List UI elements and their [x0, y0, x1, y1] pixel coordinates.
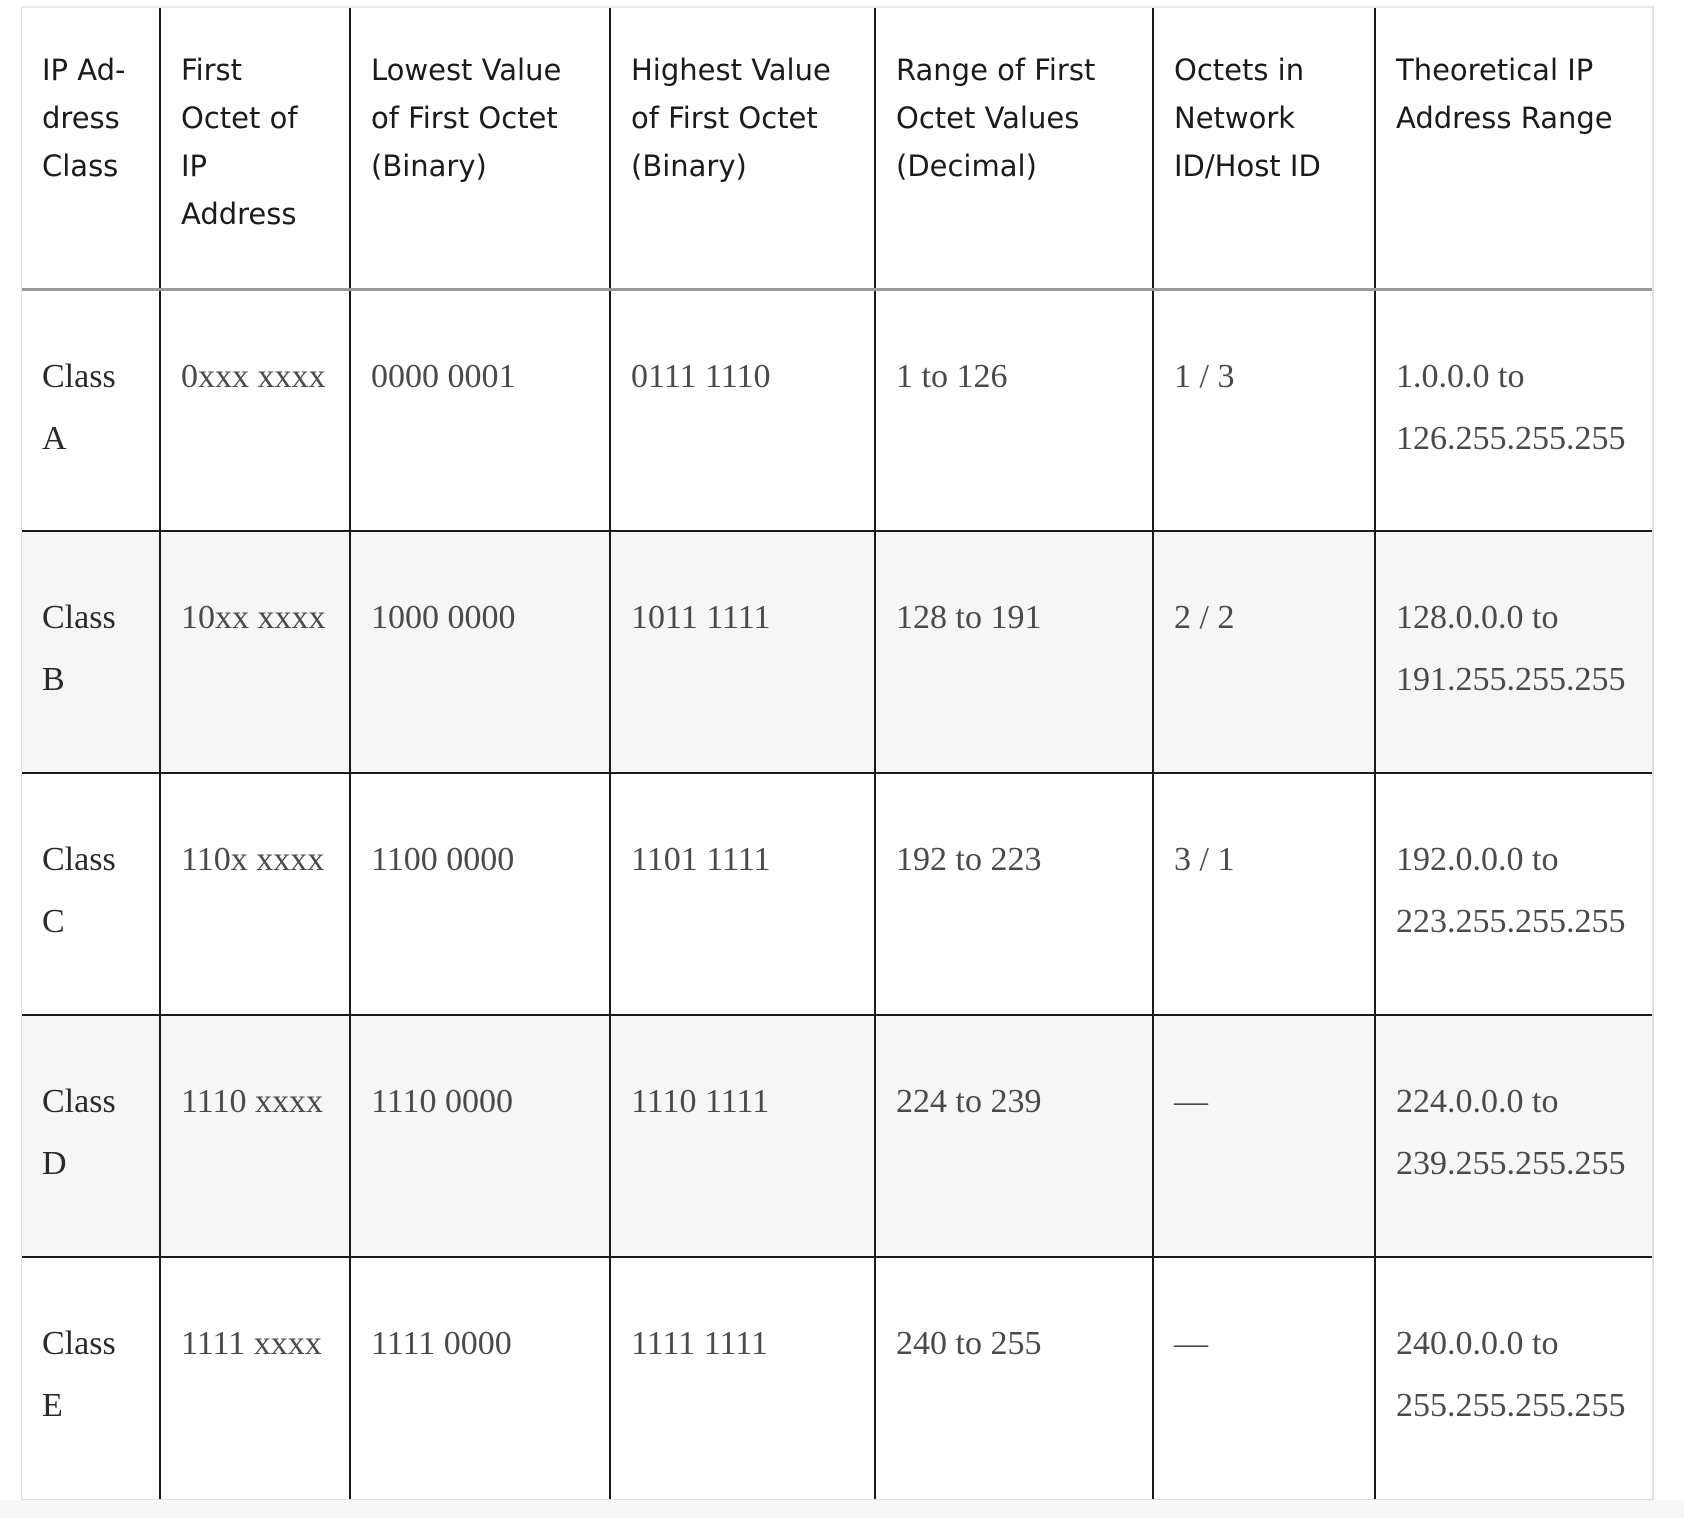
header-row: [22, 8, 1652, 289]
cell-octets: 3 / 1: [1153, 773, 1375, 1015]
header-range-decimal: Range of First Octet Values (Decimal): [875, 8, 1153, 289]
cell-lowest: 0000 0001: [350, 289, 610, 531]
table-row: [22, 1015, 1652, 1257]
cell-first-octet: 10xx xxxx: [160, 531, 350, 773]
cell-ip-range: 1.0.0.0 to 126.255.255.255: [1375, 289, 1652, 531]
cell-highest: 1011 1111: [610, 531, 875, 773]
table-row: [22, 1257, 1652, 1499]
cell-range-decimal: 1 to 126: [875, 289, 1153, 531]
page-footer-strip: [0, 1500, 1684, 1518]
table-header: [22, 8, 1652, 289]
cell-range-decimal: 128 to 191: [875, 531, 1153, 773]
cell-lowest: 1100 0000: [350, 773, 610, 1015]
cell-octets: 1 / 3: [1153, 289, 1375, 531]
cell-first-octet: 1111 xxxx: [160, 1257, 350, 1499]
cell-octets: —: [1153, 1257, 1375, 1499]
cell-first-octet: 0xxx xxxx: [160, 289, 350, 531]
table-body: [22, 289, 1652, 1499]
cell-class: Class C: [22, 773, 160, 1015]
cell-lowest: 1000 0000: [350, 531, 610, 773]
cell-class: Class A: [22, 289, 160, 531]
cell-lowest: 1110 0000: [350, 1015, 610, 1257]
cell-highest: 1111 1111: [610, 1257, 875, 1499]
cell-octets: —: [1153, 1015, 1375, 1257]
cell-highest: 1101 1111: [610, 773, 875, 1015]
ip-class-table-wrapper: [21, 6, 1654, 1501]
cell-range-decimal: 192 to 223: [875, 773, 1153, 1015]
cell-range-decimal: 224 to 239: [875, 1015, 1153, 1257]
cell-ip-range: 192.0.0.0 to 223.255.255.255: [1375, 773, 1652, 1015]
cell-ip-range: 224.0.0.0 to 239.255.255.255: [1375, 1015, 1652, 1257]
cell-highest: 0111 1110: [610, 289, 875, 531]
cell-first-octet: 110x xxxx: [160, 773, 350, 1015]
ip-address-class-table: [22, 8, 1652, 1499]
cell-first-octet: 1110 xxxx: [160, 1015, 350, 1257]
cell-class: Class D: [22, 1015, 160, 1257]
cell-range-decimal: 240 to 255: [875, 1257, 1153, 1499]
header-lowest-value: Lowest Value of First Octet (Binary): [350, 8, 610, 289]
table-row: [22, 289, 1652, 531]
header-ip-address-class: IP Address Class: [22, 8, 160, 289]
cell-highest: 1110 1111: [610, 1015, 875, 1257]
cell-octets: 2 / 2: [1153, 531, 1375, 773]
header-first-octet: First Octet of IP Address: [160, 8, 350, 289]
header-highest-value: Highest Value of First Octet (Binary): [610, 8, 875, 289]
cell-ip-range: 240.0.0.0 to 255.255.255.255: [1375, 1257, 1652, 1499]
cell-lowest: 1111 0000: [350, 1257, 610, 1499]
table-row: [22, 531, 1652, 773]
header-theoretical-range: Theoretical IP Address Range: [1375, 8, 1652, 289]
cell-class: Class B: [22, 531, 160, 773]
header-octets-network-host: Octets in Network ID/Host ID: [1153, 8, 1375, 289]
cell-ip-range: 128.0.0.0 to 191.255.255.255: [1375, 531, 1652, 773]
table-row: [22, 773, 1652, 1015]
cell-class: Class E: [42, 1325, 116, 1424]
